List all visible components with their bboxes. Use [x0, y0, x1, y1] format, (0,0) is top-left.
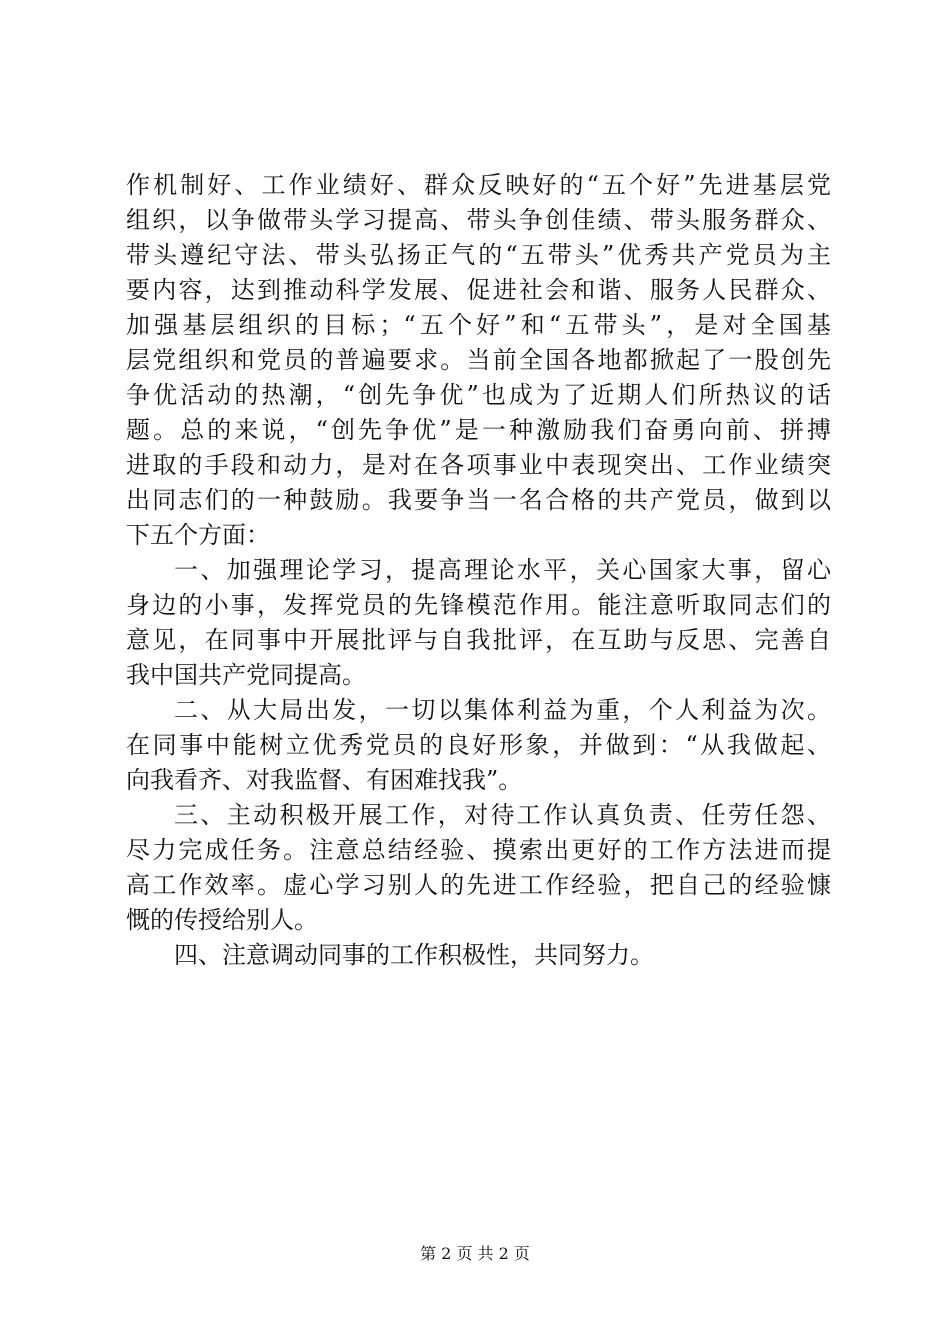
paragraph-start-line: 三、主动积极开展工作，对待工作认真负责、任劳任怨、 [174, 801, 831, 829]
text-line: 我中国共产党同提高。 [126, 661, 366, 689]
text-line: 组织，以争做带头学习提高、带头争创佳绩、带头服务群众、 [126, 206, 831, 234]
body-text [126, 168, 831, 973]
paragraph-start-line: 四、注意调动同事的工作积极性，共同努力。 [174, 941, 654, 969]
text-line: 出同志们的一种鼓励。我要争当一名合格的共产党员，做到以 [126, 486, 831, 514]
text-line: 层党组织和党员的普遍要求。当前全国各地都掀起了一股创先 [126, 346, 831, 374]
paragraph-start-line: 一、加强理论学习，提高理论水平，关心国家大事，留心 [174, 556, 831, 584]
text-line: 带头遵纪守法、带头弘扬正气的“五带头”优秀共产党员为主 [126, 241, 831, 269]
text-line: 意见，在同事中开展批评与自我批评，在互助与反思、完善自 [126, 626, 831, 654]
text-line: 加强基层组织的目标；“五个好”和“五带头”，是对全国基 [126, 311, 831, 339]
text-line: 进取的手段和动力，是对在各项事业中表现突出、工作业绩突 [126, 451, 831, 479]
text-line: 下五个方面： [126, 521, 270, 549]
text-line: 慨的传授给别人。 [126, 906, 318, 934]
text-line: 尽力完成任务。注意总结经验、摸索出更好的工作方法进而提 [126, 836, 831, 864]
text-line: 题。总的来说，“创先争优”是一种激励我们奋勇向前、拼搏 [126, 416, 831, 444]
text-line: 向我看齐、对我监督、有困难找我”。 [126, 766, 523, 794]
paragraph-start-line: 二、从大局出发，一切以集体利益为重，个人利益为次。 [174, 696, 831, 724]
text-line: 高工作效率。虚心学习别人的先进工作经验，把自己的经验慷 [126, 871, 831, 899]
page-number-footer: 第 2 页 共 2 页 [420, 1244, 530, 1263]
text-line: 要内容，达到推动科学发展、促进社会和谐、服务人民群众、 [126, 276, 831, 304]
text-line: 身边的小事，发挥党员的先锋模范作用。能注意听取同志们的 [126, 591, 831, 619]
text-line: 争优活动的热潮，“创先争优”也成为了近期人们所热议的话 [126, 381, 831, 409]
text-line: 作机制好、工作业绩好、群众反映好的“五个好”先进基层党 [126, 171, 831, 199]
text-line: 在同事中能树立优秀党员的良好形象，并做到：“从我做起、 [126, 731, 831, 759]
